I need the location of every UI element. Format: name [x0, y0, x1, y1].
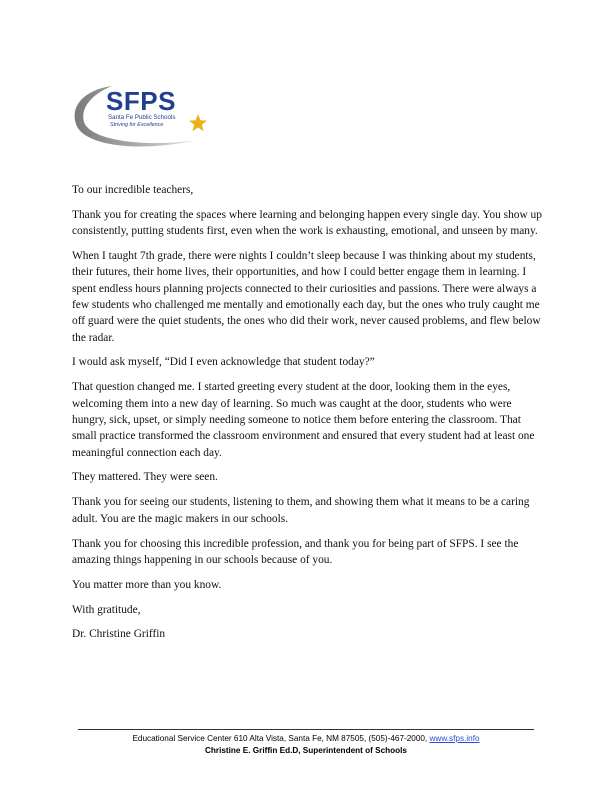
footer-address: Educational Service Center 610 Alta Vista, Santa Fe, NM 87505, (505)-467-2000,	[132, 734, 430, 743]
footer-divider	[78, 729, 534, 730]
logo-tagline: Striving for Excellence	[110, 122, 164, 128]
paragraph-profession: Thank you for choosing this incredible profession, and thank you for being part of SFPS. I see the amazing things happening in our schools because of you.	[72, 537, 519, 566]
star-icon	[188, 113, 208, 133]
paragraph-you-matter: You matter more than you know.	[72, 578, 222, 591]
logo-wordmark: SFPS	[106, 86, 176, 116]
sfps-logo	[72, 82, 218, 158]
letter-body	[72, 182, 542, 651]
paragraph-greeting: That question changed me. I started greeting every student at the door, looking them in the eyes, welcoming them into a new day of learning. So much was caught at the door, students who were hungry, sick, upset, or simply needing someone to notice them before entering the classroom. That small practice transformed the classroom environment and ensured that every student had at least one meaningful connection each day.	[72, 381, 535, 459]
website-link[interactable]: www.sfps.info	[429, 734, 480, 743]
paragraph-question: I would ask myself, “Did I even acknowledge that student today?”	[72, 356, 375, 369]
footer-address-line	[60, 733, 552, 745]
salutation: To our incredible teachers,	[72, 184, 194, 196]
paragraph-thank-you: Thank you for creating the spaces where learning and belonging happen every single day. You show up consistently, putting students first, even when the work is exhausting, emotional, and unseen by many.	[72, 208, 542, 238]
signature: Dr. Christine Griffin	[72, 628, 166, 641]
footer	[60, 733, 552, 756]
closing: With gratitude,	[72, 603, 141, 616]
paragraph-mattered: They mattered. They were seen.	[72, 471, 218, 484]
paragraph-7th-grade: When I taught 7th grade, there were nights I couldn’t sleep because I was thinking about my students, their futures, their home lives, their opportunities, and how I could better engage them in learning. I spent endless hours planning projects connected to their curiosities and passions. There were always a few students who challenged me mentally and emotionally each day, but the ones who truly caught me off guard were the quiet students, the ones who did their work, never caused problems, and flew below the radar.	[72, 250, 541, 344]
logo-district-name: Santa Fe Public Schools	[108, 114, 176, 121]
footer-superintendent: Christine E. Griffin Ed.D, Superintendent of Schools	[205, 745, 407, 755]
paragraph-seeing-students: Thank you for seeing our students, listening to them, and showing them what it means to be a caring adult. You are the magic makers in our schools.	[72, 496, 530, 525]
